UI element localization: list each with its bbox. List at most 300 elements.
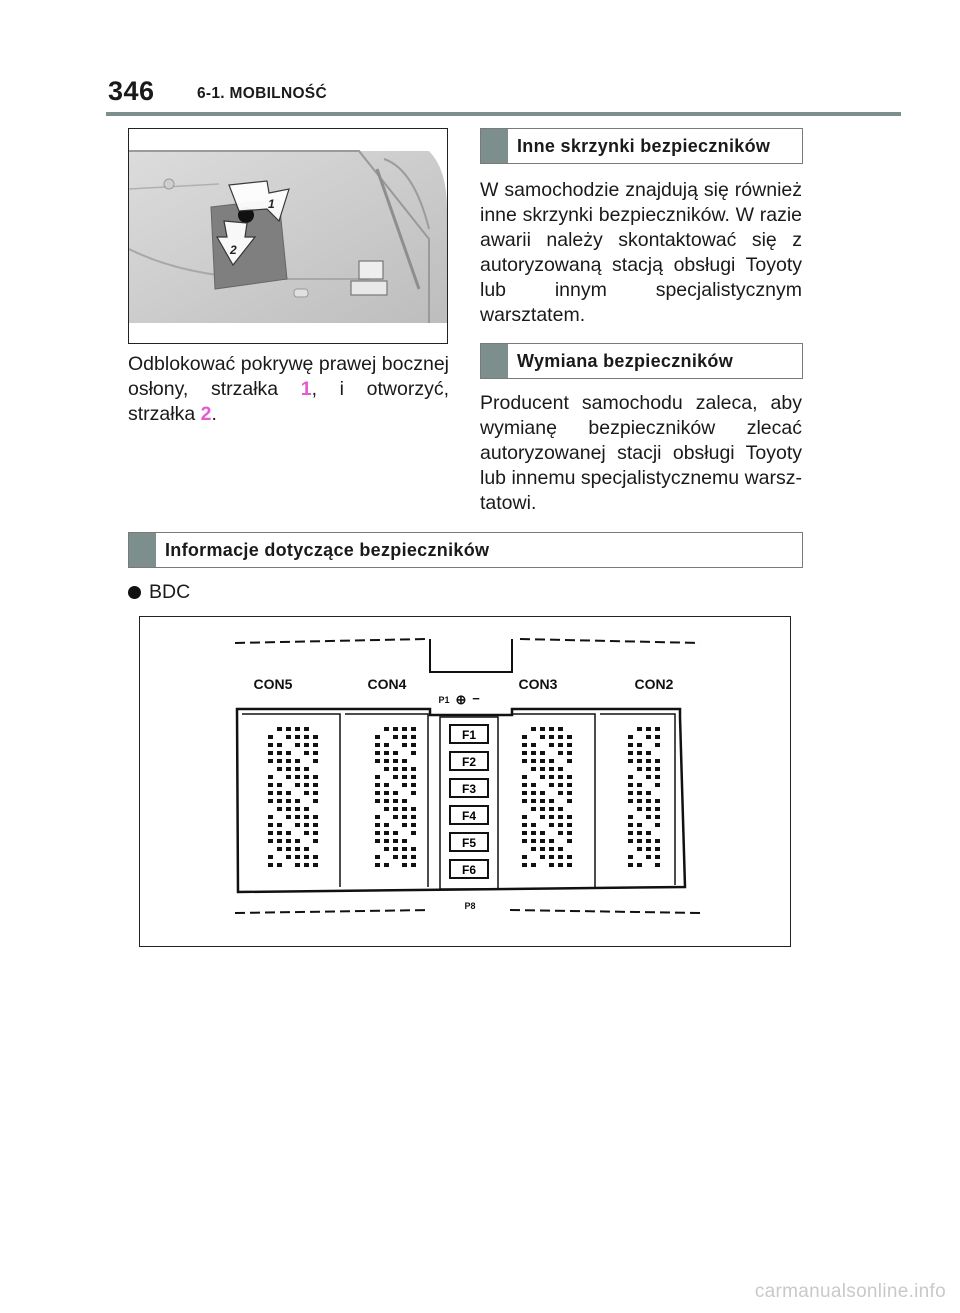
section-other-fuse-boxes <box>480 128 803 164</box>
connector-pin <box>313 743 318 747</box>
connector-pin <box>637 743 642 747</box>
connector-pin <box>628 863 633 867</box>
connector-pin <box>411 727 416 731</box>
connector-pin <box>313 799 318 803</box>
connector-pin <box>268 799 273 803</box>
connector-pin <box>268 743 273 747</box>
connector-pin <box>567 791 572 795</box>
fuse-label: F1 <box>461 728 477 742</box>
connector-pin <box>558 855 563 859</box>
connector-pin <box>402 775 407 779</box>
header-rule <box>106 112 901 116</box>
connector-pin <box>628 831 633 835</box>
section-fuse-information <box>128 532 803 568</box>
photo-arrow-label-2: 2 <box>230 243 237 257</box>
connector-pin <box>558 783 563 787</box>
connector-pin <box>540 727 545 731</box>
connector-pin <box>522 799 527 803</box>
connector-pin <box>558 815 563 819</box>
connector-pin <box>384 751 389 755</box>
connector-pin <box>531 767 536 771</box>
connector-pin <box>628 823 633 827</box>
connector-pin <box>268 815 273 819</box>
connector-pin <box>277 751 282 755</box>
connector-pin <box>549 783 554 787</box>
connector-pin <box>531 839 536 843</box>
connector-pin <box>655 783 660 787</box>
connector-pin <box>411 855 416 859</box>
connector-pin <box>268 775 273 779</box>
connector-pin <box>628 799 633 803</box>
connector-pin <box>295 815 300 819</box>
connector-pin <box>549 839 554 843</box>
connector-pin <box>277 727 282 731</box>
connector-pin <box>522 775 527 779</box>
plus-terminal-icon: ⊕ <box>455 692 467 707</box>
connector-pin <box>531 847 536 851</box>
connector-pin <box>393 847 398 851</box>
arrow-marker-2: 2 <box>200 403 212 425</box>
connector-pin <box>295 855 300 859</box>
connector-pin <box>286 759 291 763</box>
connector-pin <box>411 815 416 819</box>
connector-pin <box>295 743 300 747</box>
connector-pin <box>549 815 554 819</box>
connector-pin <box>540 735 545 739</box>
connector-pin <box>384 831 389 835</box>
connector-pin <box>304 807 309 811</box>
connector-pin <box>313 759 318 763</box>
connector-pin <box>268 759 273 763</box>
connector-label-con4: CON4 <box>367 676 407 692</box>
connector-pin <box>402 855 407 859</box>
connector-pin <box>646 815 651 819</box>
connector-pin <box>655 847 660 851</box>
connector-pin <box>277 847 282 851</box>
connector-pin <box>375 815 380 819</box>
connector-pin <box>549 863 554 867</box>
connector-pin <box>655 807 660 811</box>
section-title: Wymiana bezpieczników <box>517 350 734 371</box>
connector-pin <box>393 791 398 795</box>
connector-pin <box>558 735 563 739</box>
connector-pin <box>522 751 527 755</box>
connector-pin <box>411 791 416 795</box>
connector-pin <box>531 799 536 803</box>
connector-pin <box>268 823 273 827</box>
connector-pin <box>402 815 407 819</box>
connector-pin <box>646 767 651 771</box>
connector-pin <box>646 847 651 851</box>
connector-pin <box>411 847 416 851</box>
connector-pin <box>304 863 309 867</box>
connector-pin <box>411 823 416 827</box>
connector-pin <box>628 743 633 747</box>
connector-pin <box>313 751 318 755</box>
connector-pin <box>540 815 545 819</box>
cover-instruction <box>128 352 449 427</box>
connector-pin <box>628 735 633 739</box>
connector-pin <box>558 847 563 851</box>
connector-pin <box>540 751 545 755</box>
connector-pin <box>286 791 291 795</box>
connector-pin <box>375 735 380 739</box>
connector-pin <box>402 759 407 763</box>
connector-pin <box>567 783 572 787</box>
connector-pin <box>567 751 572 755</box>
connector-pin <box>304 767 309 771</box>
connector-pin <box>628 815 633 819</box>
chapter-title: 6-1. MOBILNOŚĆ <box>197 85 327 102</box>
connector-label-con3: CON3 <box>518 676 558 692</box>
connector-pin <box>628 751 633 755</box>
connector-pin <box>655 839 660 843</box>
connector-label-con2: CON2 <box>634 676 674 692</box>
connector-pin <box>558 791 563 795</box>
connector-pin <box>646 831 651 835</box>
connector-pin <box>286 839 291 843</box>
connector-pin <box>567 799 572 803</box>
connector-pin <box>549 775 554 779</box>
connector-pin <box>522 791 527 795</box>
other-fuse-boxes-text: W samochodzie znajdują się również inne skrzynki bezpieczników. W razie awarii należy skontaktować się z autoryzowaną stacją obsługi Toyoty lub innym specjalistycznym warsztatem. <box>480 179 802 326</box>
connector-pin <box>558 767 563 771</box>
connector-pin <box>522 855 527 859</box>
connector-pin <box>646 791 651 795</box>
connector-pin <box>655 863 660 867</box>
page-number: 346 <box>108 76 155 106</box>
connector-pin <box>286 799 291 803</box>
connector-pin <box>277 767 282 771</box>
connector-pin <box>637 791 642 795</box>
fuse-label: F5 <box>461 836 477 850</box>
connector-pin <box>313 775 318 779</box>
connector-pin <box>295 783 300 787</box>
connector-pin <box>402 783 407 787</box>
connector-pin <box>375 759 380 763</box>
connector-pin <box>655 743 660 747</box>
connector-pin <box>558 807 563 811</box>
connector-pin <box>522 863 527 867</box>
connector-pin <box>411 775 416 779</box>
connector-pin <box>286 815 291 819</box>
connector-pin <box>286 855 291 859</box>
connector-pin <box>304 823 309 827</box>
connector-pin <box>567 775 572 779</box>
connector-pin <box>522 823 527 827</box>
connector-pin <box>375 743 380 747</box>
connector-pin <box>304 791 309 795</box>
connector-pin <box>384 839 389 843</box>
connector-pin <box>384 767 389 771</box>
connector-pin <box>375 751 380 755</box>
connector-pin <box>286 775 291 779</box>
connector-pin <box>540 775 545 779</box>
bullet-icon <box>128 586 141 599</box>
connector-pin <box>646 735 651 739</box>
connector-pin <box>558 751 563 755</box>
connector-pin <box>295 767 300 771</box>
connector-pin <box>540 807 545 811</box>
connector-pin <box>540 839 545 843</box>
connector-pin <box>393 735 398 739</box>
connector-pin <box>393 759 398 763</box>
connector-pin <box>655 823 660 827</box>
connector-pin <box>628 839 633 843</box>
connector-pin <box>375 775 380 779</box>
connector-pin <box>637 751 642 755</box>
connector-pin <box>268 863 273 867</box>
connector-pin <box>313 839 318 843</box>
connector-pin <box>558 775 563 779</box>
connector-pin <box>402 807 407 811</box>
connector-pin <box>375 791 380 795</box>
fuse-label: F6 <box>461 863 477 877</box>
connector-pin <box>646 727 651 731</box>
connector-pin <box>393 807 398 811</box>
connector-pin <box>313 735 318 739</box>
connector-pin <box>295 735 300 739</box>
connector-pin <box>531 727 536 731</box>
connector-pin <box>268 783 273 787</box>
connector-pin <box>295 775 300 779</box>
connector-pin <box>540 855 545 859</box>
connector-pin <box>384 743 389 747</box>
connector-pin <box>313 815 318 819</box>
photo-arrow-label-1: 1 <box>268 197 275 211</box>
connector-pin <box>375 799 380 803</box>
connector-pin <box>522 839 527 843</box>
connector-pin <box>522 783 527 787</box>
minus-terminal-icon: − <box>472 691 480 706</box>
connector-pin <box>304 847 309 851</box>
section-title: Informacje dotyczące bezpieczników <box>165 539 490 560</box>
connector-pin <box>531 807 536 811</box>
connector-pin <box>522 735 527 739</box>
connector-pin <box>402 743 407 747</box>
connector-pin <box>567 743 572 747</box>
connector-pin <box>268 751 273 755</box>
connector-pin <box>286 735 291 739</box>
connector-pin <box>646 775 651 779</box>
connector-pin <box>531 831 536 835</box>
connector-pin <box>402 735 407 739</box>
connector-pin <box>375 863 380 867</box>
connector-pin <box>558 823 563 827</box>
connector-pin <box>268 839 273 843</box>
connector-pin <box>286 807 291 811</box>
connector-pin <box>549 823 554 827</box>
connector-pin <box>540 759 545 763</box>
bdc-label: BDC <box>149 581 191 603</box>
connector-pin <box>295 727 300 731</box>
fuse-label: F2 <box>461 755 477 769</box>
connector-pin <box>375 783 380 787</box>
connector-pin <box>540 831 545 835</box>
section-accent <box>129 533 156 567</box>
connector-pin <box>646 759 651 763</box>
connector-pin <box>375 831 380 835</box>
fuse-label: F3 <box>461 782 477 796</box>
connector-pin <box>549 855 554 859</box>
connector-pin <box>531 743 536 747</box>
connector-pin <box>540 791 545 795</box>
connector-pin <box>384 783 389 787</box>
watermark: carmanualsonline.info <box>754 1281 946 1302</box>
connector-pin <box>522 743 527 747</box>
connector-pin <box>531 783 536 787</box>
connector-pin <box>567 815 572 819</box>
connector-pin <box>628 855 633 859</box>
connector-pin <box>411 831 416 835</box>
connector-pin <box>402 767 407 771</box>
connector-pin <box>531 751 536 755</box>
connector-pin <box>531 791 536 795</box>
connector-pin <box>286 847 291 851</box>
connector-pin <box>549 727 554 731</box>
section-accent <box>481 129 508 163</box>
fuse-label-p1: P1 <box>438 695 450 705</box>
connector-pin <box>277 759 282 763</box>
connector-pin <box>549 743 554 747</box>
connector-pin <box>567 855 572 859</box>
connector-pin <box>531 863 536 867</box>
connector-pin <box>277 791 282 795</box>
connector-label-con5: CON5 <box>253 676 293 692</box>
connector-pin <box>295 847 300 851</box>
connector-pin <box>522 759 527 763</box>
connector-pin <box>304 743 309 747</box>
instruction-text-b: , i otworzyć, strzałka <box>128 378 449 425</box>
connector-pin <box>277 823 282 827</box>
section-accent <box>481 344 508 378</box>
connector-pin <box>549 767 554 771</box>
connector-pin <box>549 847 554 851</box>
connector-pin <box>540 799 545 803</box>
connector-pin <box>567 759 572 763</box>
connector-pin <box>549 799 554 803</box>
section-fuse-replacement <box>480 343 803 379</box>
connector-pin <box>549 735 554 739</box>
connector-pin <box>304 727 309 731</box>
connector-pin <box>558 727 563 731</box>
connector-pin <box>522 815 527 819</box>
connector-pin <box>628 775 633 779</box>
connector-pin <box>655 775 660 779</box>
connector-pin <box>655 767 660 771</box>
instruction-text-c: . <box>211 403 217 425</box>
connector-pin <box>295 823 300 827</box>
connector-pin <box>286 831 291 835</box>
fuse-label-p8: P8 <box>464 901 476 911</box>
connector-pin <box>268 735 273 739</box>
connector-pin <box>567 735 572 739</box>
connector-pin <box>628 791 633 795</box>
connector-pin <box>277 807 282 811</box>
connector-pin <box>304 751 309 755</box>
connector-pin <box>402 847 407 851</box>
connector-pin <box>313 831 318 835</box>
connector-pin <box>393 839 398 843</box>
connector-pin <box>637 759 642 763</box>
connector-pin <box>304 735 309 739</box>
connector-pin <box>411 751 416 755</box>
connector-pin <box>402 863 407 867</box>
connector-pin <box>411 767 416 771</box>
connector-pin <box>304 815 309 819</box>
connector-pin <box>637 799 642 803</box>
connector-pin <box>277 839 282 843</box>
connector-pin <box>646 839 651 843</box>
connector-pin <box>277 831 282 835</box>
connector-pin <box>286 767 291 771</box>
trunk-cover-illustration <box>129 129 447 343</box>
connector-pin <box>277 783 282 787</box>
connector-pin <box>637 847 642 851</box>
connector-pin <box>384 799 389 803</box>
fuse-replacement-text: Producent samochodu zaleca, aby wymianę bezpieczników zlecać autoryzowanej stacji obsługi Toyoty lub innemu specjalistycznemu warsztatowi. <box>480 392 802 514</box>
connector-pin <box>655 759 660 763</box>
connector-pin <box>384 863 389 867</box>
connector-pin <box>540 767 545 771</box>
connector-pin <box>313 855 318 859</box>
connector-pin <box>646 855 651 859</box>
connector-pin <box>277 743 282 747</box>
connector-pin <box>393 767 398 771</box>
connector-pin <box>411 807 416 811</box>
connector-pin <box>637 863 642 867</box>
bdc-fuse-diagram <box>139 616 791 947</box>
connector-pin <box>558 831 563 835</box>
connector-pin <box>628 783 633 787</box>
connector-pin <box>655 815 660 819</box>
connector-pin <box>549 759 554 763</box>
connector-pin <box>637 767 642 771</box>
connector-pin <box>393 831 398 835</box>
connector-pin <box>304 775 309 779</box>
connector-pin <box>384 807 389 811</box>
connector-pin <box>655 799 660 803</box>
connector-pin <box>646 751 651 755</box>
connector-pin <box>567 823 572 827</box>
connector-pin <box>411 863 416 867</box>
connector-pin <box>402 839 407 843</box>
connector-pin <box>637 783 642 787</box>
connector-pin <box>522 831 527 835</box>
connector-pin <box>295 863 300 867</box>
connector-pin <box>637 823 642 827</box>
connector-pin <box>637 831 642 835</box>
connector-pin <box>531 759 536 763</box>
connector-pin <box>295 839 300 843</box>
connector-pin <box>567 863 572 867</box>
connector-pin <box>646 807 651 811</box>
connector-pin <box>268 791 273 795</box>
bdc-diagram-svg <box>140 617 789 945</box>
connector-pin <box>375 823 380 827</box>
connector-pin <box>313 863 318 867</box>
connector-pin <box>384 847 389 851</box>
connector-pin <box>567 831 572 835</box>
connector-pin <box>637 727 642 731</box>
section-title: Inne skrzynki bezpieczników <box>517 135 771 156</box>
connector-pin <box>384 791 389 795</box>
connector-pin <box>540 847 545 851</box>
trunk-cover-photo <box>128 128 448 344</box>
arrow-marker-1: 1 <box>300 378 312 400</box>
connector-pin <box>304 783 309 787</box>
connector-pin <box>411 735 416 739</box>
